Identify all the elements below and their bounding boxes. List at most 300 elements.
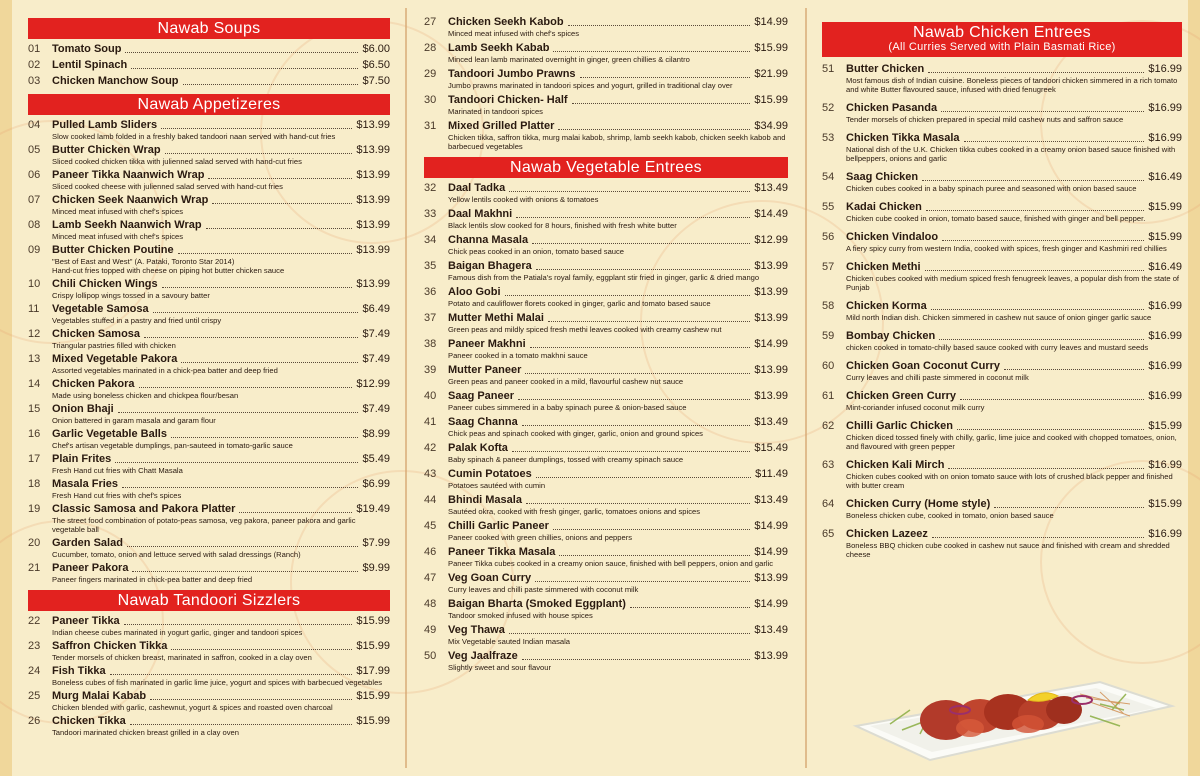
menu-item-description: Mint-coriander infused coconut milk curry xyxy=(846,403,985,412)
menu-item-row xyxy=(424,520,788,533)
section-heading: Nawab Soups xyxy=(28,18,390,39)
menu-item-number: 20 xyxy=(28,537,41,549)
menu-item xyxy=(28,119,390,141)
menu-item-number: 13 xyxy=(28,353,41,365)
menu-item-number: 28 xyxy=(424,42,437,54)
column-divider xyxy=(405,8,407,768)
menu-item-number: 18 xyxy=(28,478,41,490)
menu-item-price: $7.49 xyxy=(362,403,390,415)
menu-item-price: $34.99 xyxy=(754,120,788,132)
menu-item-row xyxy=(822,132,1182,145)
menu-item xyxy=(424,338,788,360)
menu-item-name: Bombay Chicken xyxy=(846,330,936,342)
menu-item-price: $16.99 xyxy=(1148,360,1182,372)
menu-item-price: $14.49 xyxy=(754,208,788,220)
dot-leader xyxy=(183,84,359,85)
menu-item-number: 25 xyxy=(28,690,41,702)
menu-item-description: Chicken cube cooked in onion, tomato based sauce, finished with ginger and bell pepper. xyxy=(846,214,1146,223)
menu-item-number: 42 xyxy=(424,442,437,454)
menu-item-row xyxy=(28,478,390,491)
menu-item-name: Chilli Garlic Chicken xyxy=(846,420,953,432)
menu-item-price: $14.99 xyxy=(754,520,788,532)
column-divider xyxy=(805,8,807,768)
menu-item-number: 62 xyxy=(822,420,835,432)
dot-leader xyxy=(522,425,751,426)
menu-item-number: 31 xyxy=(424,120,437,132)
menu-item-price: $16.99 xyxy=(1148,132,1182,144)
menu-item-price: $15.99 xyxy=(356,690,390,702)
menu-item-row xyxy=(28,119,390,132)
menu-item xyxy=(424,260,788,282)
menu-item-price: $14.99 xyxy=(754,16,788,28)
menu-item xyxy=(424,42,788,64)
menu-item-row xyxy=(28,562,390,575)
menu-item-name: Pulled Lamb Sliders xyxy=(52,119,158,131)
menu-item xyxy=(822,390,1182,412)
menu-item-description: Tender morsels of chicken prepared in special mild cashew nuts and saffron sauce xyxy=(846,115,1124,124)
menu-item-name: Mutter Methi Malai xyxy=(448,312,544,324)
dot-leader xyxy=(922,180,1144,181)
menu-item-row xyxy=(28,219,390,232)
menu-item-description: Paneer cooked in a tomato makhni sauce xyxy=(448,351,588,360)
menu-item-price: $16.99 xyxy=(1148,528,1182,540)
menu-item-price: $13.99 xyxy=(356,278,390,290)
menu-item-price: $6.99 xyxy=(362,478,390,490)
menu-item xyxy=(424,572,788,594)
menu-item xyxy=(424,312,788,334)
menu-item-number: 14 xyxy=(28,378,41,390)
menu-item-description: Fresh Hand cut fries with chef's spices xyxy=(52,491,182,500)
menu-item-price: $13.99 xyxy=(754,260,788,272)
menu-item-name: Chili Chicken Wings xyxy=(52,278,158,290)
menu-item-row xyxy=(822,420,1182,433)
menu-item-name: Lamb Seekh Naanwich Wrap xyxy=(52,219,202,231)
menu-item-row xyxy=(822,528,1182,541)
dot-leader xyxy=(131,68,358,69)
menu-item-number: 48 xyxy=(424,598,437,610)
menu-item-number: 61 xyxy=(822,390,835,402)
dot-leader xyxy=(957,429,1144,430)
menu-item-number: 09 xyxy=(28,244,41,256)
menu-item-number: 12 xyxy=(28,328,41,340)
dot-leader xyxy=(144,337,358,338)
menu-item-description: Cucumber, tomato, onion and lettuce served with salad dressings (Ranch) xyxy=(52,550,301,559)
menu-item-price: $13.99 xyxy=(754,390,788,402)
menu-item xyxy=(822,171,1182,193)
dot-leader xyxy=(153,312,359,313)
menu-item-name: Saffron Chicken Tikka xyxy=(52,640,168,652)
section-subtitle: (All Curries Served with Plain Basmati Rice) xyxy=(888,41,1116,53)
dot-leader xyxy=(505,295,751,296)
menu-item xyxy=(28,503,390,534)
menu-item-name: Vegetable Samosa xyxy=(52,303,149,315)
menu-item-price: $16.99 xyxy=(1148,102,1182,114)
dot-leader xyxy=(553,529,750,530)
menu-item-row xyxy=(28,244,390,257)
menu-item-name: Paneer Tikka Masala xyxy=(448,546,556,558)
menu-item-price: $13.49 xyxy=(754,416,788,428)
menu-item xyxy=(28,715,390,737)
menu-item xyxy=(28,453,390,475)
menu-item-price: $13.99 xyxy=(754,286,788,298)
menu-item-row xyxy=(28,278,390,291)
menu-item-number: 43 xyxy=(424,468,437,480)
menu-item-description: Tandoori marinated chicken breast grilled in a clay oven xyxy=(52,728,239,737)
menu-item-name: Lamb Seekh Kabab xyxy=(448,42,550,54)
dot-leader xyxy=(558,129,750,130)
menu-item-row xyxy=(28,640,390,653)
menu-item-row xyxy=(424,546,788,559)
menu-item-name: Bhindi Masala xyxy=(448,494,522,506)
menu-item-number: 08 xyxy=(28,219,41,231)
menu-item-description: Paneer Tikka cubes cooked in a creamy onion sauce, finished with bell peppers, onion and garlic xyxy=(448,559,774,568)
menu-item-name: Saag Paneer xyxy=(448,390,515,402)
menu-item xyxy=(424,390,788,412)
menu-item-price: $6.00 xyxy=(362,43,390,55)
menu-item-price: $15.99 xyxy=(356,715,390,727)
menu-item-description: Fresh Hand cut fries with Chatt Masala xyxy=(52,466,183,475)
menu-item-number: 26 xyxy=(28,715,41,727)
dot-leader xyxy=(535,581,750,582)
menu-item-name: Daal Tadka xyxy=(448,182,506,194)
menu-item-number: 03 xyxy=(28,75,41,87)
menu-item-row xyxy=(28,169,390,182)
dot-leader xyxy=(932,537,1144,538)
menu-item xyxy=(28,403,390,425)
dot-leader xyxy=(512,451,750,452)
dot-leader xyxy=(127,546,359,547)
menu-item-row xyxy=(424,572,788,585)
menu-item-name: Paneer Pakora xyxy=(52,562,129,574)
dot-leader xyxy=(548,321,750,322)
menu-item-number: 57 xyxy=(822,261,835,273)
menu-item xyxy=(424,94,788,116)
dot-leader xyxy=(165,153,353,154)
menu-item-description: Chef's artisan vegetable dumplings, pan-sauteed in tomato-garlic sauce xyxy=(52,441,293,450)
menu-item-price: $13.99 xyxy=(754,572,788,584)
menu-item-name: Tandoori Chicken- Half xyxy=(448,94,568,106)
menu-item xyxy=(424,286,788,308)
menu-item xyxy=(424,546,788,568)
dot-leader xyxy=(572,103,751,104)
menu-item-row xyxy=(424,234,788,247)
menu-item-description: A fiery spicy curry from western India, cooked with spices, fresh ginger and Kashmiri red chillies xyxy=(846,244,1167,253)
menu-item xyxy=(28,428,390,450)
menu-item-price: $6.49 xyxy=(362,303,390,315)
dot-leader xyxy=(110,674,353,675)
menu-column-3 xyxy=(822,12,1182,567)
menu-item-name: Mixed Vegetable Pakora xyxy=(52,353,178,365)
dot-leader xyxy=(122,487,358,488)
menu-item-name: Saag Channa xyxy=(448,416,518,428)
dot-leader xyxy=(553,51,750,52)
menu-item-row xyxy=(822,261,1182,274)
menu-item-description: Tandoor smoked infused with house spices xyxy=(448,611,593,620)
dot-leader xyxy=(509,633,750,634)
menu-item-description: Paneer cubes simmered in a baby spinach puree & onion-based sauce xyxy=(448,403,687,412)
menu-item xyxy=(822,132,1182,163)
menu-item-description: Chicken tikka, saffron tikka, murg malai kabob, shrimp, lamb seekh kabob, chicken seekh kabob and barbecued vegetables xyxy=(448,133,786,151)
menu-item-row xyxy=(822,459,1182,472)
dot-leader xyxy=(925,270,1145,271)
menu-item-name: Paneer Tikka Naanwich Wrap xyxy=(52,169,205,181)
dot-leader xyxy=(559,555,750,556)
menu-item-price: $16.99 xyxy=(1148,300,1182,312)
menu-item-row xyxy=(424,286,788,299)
menu-item xyxy=(28,169,390,191)
menu-item-description: Green peas and paneer cooked in a mild, flavourful cashew nut sauce xyxy=(448,377,684,386)
menu-item-number: 55 xyxy=(822,201,835,213)
menu-item-price: $13.49 xyxy=(754,182,788,194)
dot-leader xyxy=(939,339,1144,340)
menu-item-price: $15.99 xyxy=(1148,498,1182,510)
menu-item-name: Aloo Gobi xyxy=(448,286,501,298)
dot-leader xyxy=(130,724,353,725)
menu-item-number: 21 xyxy=(28,562,41,574)
menu-item-name: Chilli Garlic Paneer xyxy=(448,520,549,532)
dot-leader xyxy=(150,699,352,700)
menu-item-number: 60 xyxy=(822,360,835,372)
menu-item-row xyxy=(424,624,788,637)
menu-item-description: Black lentils slow cooked for 8 hours, finished with fresh white butter xyxy=(448,221,677,230)
menu-item-row xyxy=(28,328,390,341)
menu-item-row xyxy=(28,503,390,516)
dot-leader xyxy=(580,77,751,78)
menu-item-price: $5.49 xyxy=(362,453,390,465)
section-heading: Nawab Tandoori Sizzlers xyxy=(28,590,390,611)
menu-item-description: Indian cheese cubes marinated in yogurt garlic, ginger and tandoori spices xyxy=(52,628,303,637)
menu-item-name: Chicken Seek Naanwich Wrap xyxy=(52,194,209,206)
menu-item-name: Cumin Potatoes xyxy=(448,468,532,480)
menu-item-description: Chicken diced tossed finely with chilly, garlic, lime juice and cooked with chopped tomatoes, onion, and flavoured with green pepper xyxy=(846,433,1177,451)
menu-item-price: $14.99 xyxy=(754,546,788,558)
menu-item-price: $13.49 xyxy=(754,494,788,506)
menu-item xyxy=(28,219,390,241)
menu-item-number: 46 xyxy=(424,546,437,558)
menu-item-description: "Best of East and West" (A. Pataki, Toronto Star 2014) Hand-cut fries topped with cheese on piping hot butter chicken sauce xyxy=(52,257,285,275)
menu-item-description: Slightly sweet and sour flavour xyxy=(448,663,551,672)
menu-item-price: $13.99 xyxy=(754,312,788,324)
menu-item-row xyxy=(822,171,1182,184)
menu-item-price: $14.99 xyxy=(754,598,788,610)
menu-item-name: Plain Frites xyxy=(52,453,112,465)
menu-item xyxy=(424,364,788,386)
menu-item-description: Chicken blended with garlic, cashewnut, yogurt & spices and roasted oven charcoal xyxy=(52,703,333,712)
dot-leader xyxy=(630,607,750,608)
menu-item-name: Chicken Vindaloo xyxy=(846,231,939,243)
menu-item-description: Paneer cooked with green chillies, onions and peppers xyxy=(448,533,633,542)
menu-item-row xyxy=(28,303,390,316)
menu-item-number: 07 xyxy=(28,194,41,206)
menu-item xyxy=(28,75,390,88)
menu-item-number: 65 xyxy=(822,528,835,540)
menu-item-number: 58 xyxy=(822,300,835,312)
menu-item-description: The street food combination of potato-peas samosa, veg pakora, paneer pakora and garlic vegetable ball xyxy=(52,516,356,534)
section-title: Nawab Chicken Entrees xyxy=(913,24,1091,41)
menu-item-price: $15.99 xyxy=(1148,420,1182,432)
dot-leader xyxy=(1004,369,1144,370)
menu-item-number: 40 xyxy=(424,390,437,402)
menu-item xyxy=(28,144,390,166)
menu-item-name: Chicken Lazeez xyxy=(846,528,928,540)
menu-item-name: Chicken Curry (Home style) xyxy=(846,498,991,510)
menu-item-description: Crispy lollipop wings tossed in a savoury batter xyxy=(52,291,210,300)
menu-item-row xyxy=(424,16,788,29)
menu-item-description: Triangular pastries filled with chicken xyxy=(52,341,176,350)
menu-item-number: 33 xyxy=(424,208,437,220)
menu-item-name: Mutter Paneer xyxy=(448,364,522,376)
menu-item-row xyxy=(424,442,788,455)
menu-item-description: Slow cooked lamb folded in a freshly baked tandoori naan served with hand-cut fries xyxy=(52,132,336,141)
menu-item-name: Chicken Pasanda xyxy=(846,102,938,114)
menu-item-description: Baby spinach & paneer dumplings, tossed with creamy spinach sauce xyxy=(448,455,684,464)
menu-item-row xyxy=(28,144,390,157)
menu-item-price: $8.99 xyxy=(362,428,390,440)
menu-item-price: $15.99 xyxy=(356,640,390,652)
dot-leader xyxy=(178,253,353,254)
menu-item-name: Chicken Manchow Soup xyxy=(52,75,179,87)
menu-item xyxy=(424,120,788,151)
menu-item xyxy=(822,63,1182,94)
menu-item-number: 22 xyxy=(28,615,41,627)
menu-item xyxy=(424,468,788,490)
menu-item-number: 53 xyxy=(822,132,835,144)
tandoori-list-continued xyxy=(424,16,788,151)
menu-item-number: 30 xyxy=(424,94,437,106)
dot-leader xyxy=(941,111,1144,112)
dot-leader xyxy=(536,269,751,270)
dot-leader xyxy=(139,387,353,388)
menu-item-number: 19 xyxy=(28,503,41,515)
menu-item-description: Chick peas cooked in an onion, tomato based sauce xyxy=(448,247,625,256)
menu-item-row xyxy=(28,43,390,56)
menu-item xyxy=(28,640,390,662)
menu-item-description: Boneless BBQ chicken cube cooked in cashew nut sauce and finished with cream and shredded cheese xyxy=(846,541,1170,559)
menu-item-price: $13.99 xyxy=(356,244,390,256)
menu-item-name: Classic Samosa and Pakora Platter xyxy=(52,503,236,515)
menu-item-name: Baigan Bhagera xyxy=(448,260,532,272)
menu-item-row xyxy=(822,360,1182,373)
menu-item xyxy=(822,102,1182,124)
dot-leader xyxy=(948,468,1144,469)
menu-item-name: Chicken Green Curry xyxy=(846,390,957,402)
menu-item-name: Chicken Korma xyxy=(846,300,927,312)
menu-item-row xyxy=(424,468,788,481)
dot-leader xyxy=(181,362,358,363)
menu-item-number: 17 xyxy=(28,453,41,465)
menu-item-name: Fish Tikka xyxy=(52,665,106,677)
menu-item-name: Masala Fries xyxy=(52,478,119,490)
menu-item-price: $9.99 xyxy=(362,562,390,574)
menu-item-number: 36 xyxy=(424,286,437,298)
menu-item xyxy=(822,261,1182,292)
menu-item-row xyxy=(424,42,788,55)
menu-item-name: Chicken Seekh Kabob xyxy=(448,16,564,28)
menu-item-row xyxy=(424,94,788,107)
menu-item-number: 49 xyxy=(424,624,437,636)
menu-item-row xyxy=(28,378,390,391)
menu-item xyxy=(28,665,390,687)
menu-item-price: $12.99 xyxy=(356,378,390,390)
menu-item xyxy=(28,353,390,375)
menu-item xyxy=(28,278,390,300)
menu-item-price: $7.99 xyxy=(362,537,390,549)
menu-item-name: Daal Makhni xyxy=(448,208,513,220)
menu-item xyxy=(822,330,1182,352)
menu-item-name: Veg Jaalfraze xyxy=(448,650,518,662)
dot-leader xyxy=(115,462,358,463)
menu-item-row xyxy=(822,330,1182,343)
menu-item-description: Most famous dish of Indian cuisine. Boneless pieces of tandoori chicken simmered in a rich tomato and white Butter flavoured sauce, infused with dried fenugreek xyxy=(846,76,1178,94)
menu-item-price: $15.99 xyxy=(754,94,788,106)
menu-column-2 xyxy=(424,12,788,676)
menu-item-row xyxy=(28,690,390,703)
menu-item-row xyxy=(424,120,788,133)
menu-column-1 xyxy=(28,12,390,740)
menu-item-price: $6.50 xyxy=(362,59,390,71)
menu-item xyxy=(424,208,788,230)
section-heading xyxy=(822,22,1182,57)
dot-leader xyxy=(516,217,750,218)
menu-item-row xyxy=(28,615,390,628)
menu-item-row xyxy=(822,498,1182,511)
menu-item-number: 02 xyxy=(28,59,41,71)
dot-leader xyxy=(532,243,750,244)
menu-item xyxy=(822,360,1182,382)
menu-item-description: Minced meat infused with chef's spices xyxy=(448,29,580,38)
dot-leader xyxy=(206,228,353,229)
menu-item-number: 52 xyxy=(822,102,835,114)
menu-item-description: Onion battered in garam masala and garam flour xyxy=(52,416,216,425)
menu-item-description: Tender morsels of chicken breast, marinated in saffron, cooked in a clay oven xyxy=(52,653,312,662)
menu-item-row xyxy=(28,537,390,550)
dot-leader xyxy=(125,52,358,53)
menu-item-price: $13.99 xyxy=(754,650,788,662)
menu-item-row xyxy=(28,59,390,72)
menu-item-row xyxy=(822,102,1182,115)
dot-leader xyxy=(568,25,751,26)
menu-item-name: Onion Bhaji xyxy=(52,403,114,415)
menu-item-name: Kadai Chicken xyxy=(846,201,922,213)
menu-item-row xyxy=(822,63,1182,76)
menu-item-row xyxy=(424,598,788,611)
dot-leader xyxy=(171,649,352,650)
menu-item xyxy=(424,234,788,256)
dot-leader xyxy=(171,437,359,438)
menu-item-number: 45 xyxy=(424,520,437,532)
menu-item-description: Boneless chicken cube, cooked in tomato, onion based sauce xyxy=(846,511,1054,520)
menu-item-name: Chicken Tikka Masala xyxy=(846,132,960,144)
menu-item xyxy=(822,459,1182,490)
menu-item-number: 47 xyxy=(424,572,437,584)
dot-leader xyxy=(964,141,1145,142)
chicken-list xyxy=(822,63,1182,559)
menu-item-price: $13.99 xyxy=(356,169,390,181)
menu-item xyxy=(822,201,1182,223)
menu-item-name: Butter Chicken Poutine xyxy=(52,244,174,256)
dot-leader xyxy=(928,72,1144,73)
dot-leader xyxy=(509,191,750,192)
menu-item-description: Marinated in tandoori spices xyxy=(448,107,543,116)
menu-item xyxy=(28,59,390,72)
menu-item-price: $17.99 xyxy=(356,665,390,677)
menu-item-description: Assorted vegetables marinated in a chick-pea batter and deep fried xyxy=(52,366,278,375)
menu-item-row xyxy=(28,453,390,466)
menu-item-row xyxy=(424,650,788,663)
menu-item-number: 32 xyxy=(424,182,437,194)
menu-item-number: 01 xyxy=(28,43,41,55)
menu-item-description: Minced lean lamb marinated overnight in ginger, green chillies & cilantro xyxy=(448,55,690,64)
